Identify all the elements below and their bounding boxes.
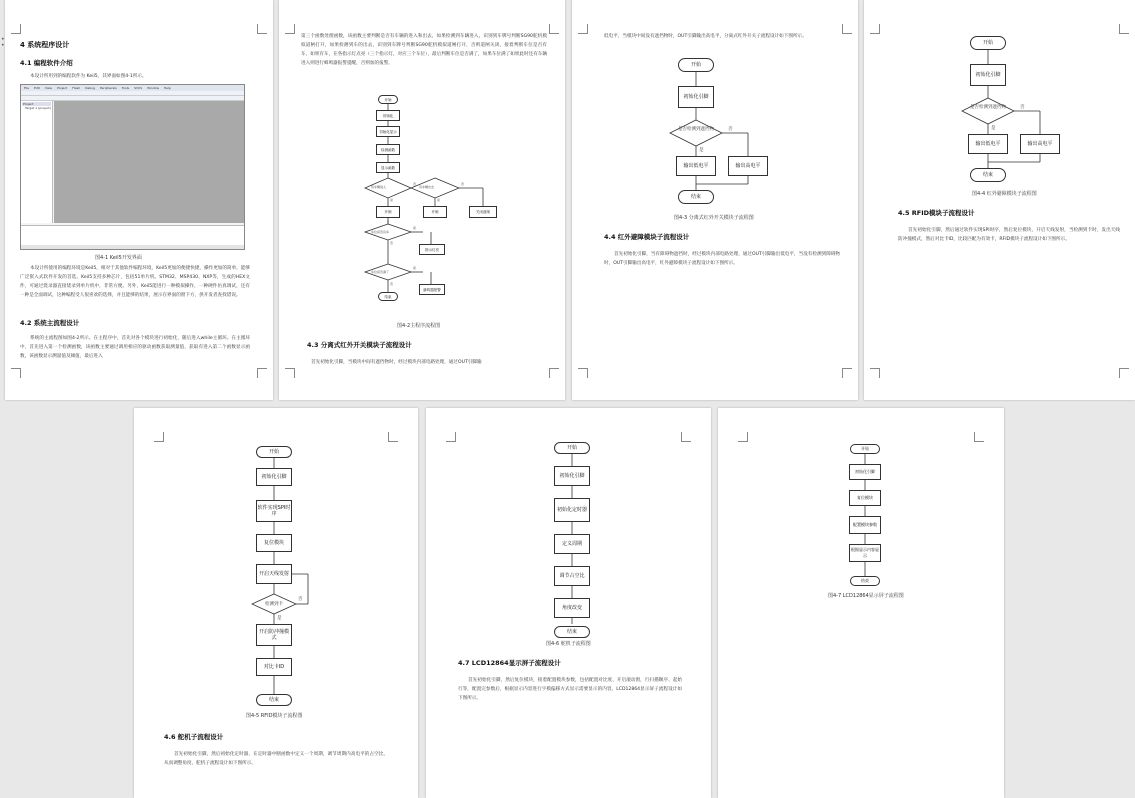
paragraph: 本设计所用到的编程软件为 Keil5，其界面如图4-1所示。 [30,74,147,79]
paragraph: 首先初始化引脚，当模块中间有遮挡物时，经过模块内部电路处理，通过OUT引脚输 [311,360,482,365]
subsection-heading: 4.5 RFID模块子流程设计 [898,209,975,217]
subsection-heading: 4.2 系统主流程设计 [20,319,80,327]
rfid-flowchart [252,446,322,708]
flow-start: 开始 [378,95,398,104]
flow-step: 输出高电平 [728,156,768,176]
crop-mark [285,368,295,378]
flow-step: 初始化引脚 [970,64,1006,86]
flow-start: 开始 [970,36,1006,50]
section-heading: 4 系统程序设计 [20,41,70,49]
menu-item: Tools [121,86,130,90]
infrared-switch-flowchart [672,58,772,208]
flow-step: 角度改变 [554,598,590,618]
flow-start: 开始 [554,442,590,454]
document-page-7 [718,408,1004,798]
document-page-6 [426,408,711,798]
paragraph: 首先初始化引脚，当有障碍物遮挡时，经过模块内部电路处理，通过OUT引脚输出低电平，当没有检测到障碍物时，OUT引脚输出高电平，红外避障模块子流程设计如下图所示。 [604,252,840,266]
servo-flowchart [552,442,602,638]
flow-step: 蜂鸣器报警 [419,284,445,295]
flow-end: 结束 [378,292,398,301]
subsection-heading: 4.3 分离式红外开关模块子流程设计 [307,341,412,349]
menu-item: Edit [34,86,40,90]
crop-mark [11,24,21,34]
flow-step: 初始化显示 [376,126,400,137]
obstacle-avoidance-flowchart [964,36,1064,186]
flow-start: 开始 [256,446,292,458]
flow-step: 初始化定时器 [554,498,590,522]
subsection-heading: 4.4 红外避障模块子流程设计 [604,233,690,241]
main-flowchart [361,94,501,308]
flow-step: 复位模块 [849,490,881,506]
paragraph: 首先初始化引脚，然后复位模块，接着配置模块参数，包括配置对比度、开启滚动窗，行扫描顺序、起始行等，配置完参数后，根据显示内容进行字模偏移方式显示需要显示的内容，LCD12864显示屏子流程设计如下图所示。 [458,678,682,701]
project-tree-title: Project [22,102,51,106]
figure-caption: 图4-3 分离式红外开关模块子流程图 [674,215,754,221]
flow-end: 结束 [850,576,880,586]
figure-caption: 图4-1 Keil5开发界面 [95,255,142,261]
crop-mark [1119,24,1129,34]
crop-mark [870,24,880,34]
flow-yes-label: 是 [390,198,394,202]
crop-mark [1119,368,1129,378]
figure-caption: 图4-5 RFID模块子流程图 [246,713,303,719]
flow-no-label: 否 [390,241,394,245]
crop-mark [446,432,456,442]
flow-step: 软件实现SPI时序 [256,500,292,522]
flow-step: 开闸 [376,206,400,218]
flow-decision-label: 车位是否有车 [371,230,390,234]
flow-step: 检测函数 [376,144,400,155]
paragraph: 第三个函数处理函数，该函数主要判断是否有车辆的进入和出去，如果检测到车辆进入，识别到车牌号判断SG90舵机模拟道闸打开，如果检测到车的出去，识别到车牌号判断SG90舵机模拟道闸打开，否则道闸关闭，接着判断车位是否有车，如果有车，在各指示灯点亮（三个指示灯，对应三个车位），最后判断车位是否满了，如果车位满了如果此时还有车辆进入则进行蜂鸣器报警提醒，否则加的报警。 [301,34,547,66]
menu-item: Flash [72,86,81,90]
gutter-dot: • [1,36,5,43]
flow-decision-label: 是否检测到遮挡物 [678,127,714,132]
figure-caption: 图4-4 红外避障模块子流程图 [972,191,1037,197]
menu-item: Peripherals [99,86,117,90]
lcd12864-flowchart [846,444,886,588]
flow-decision-label: 有车辆进入 [371,185,387,189]
subsection-heading: 4.7 LCD12864显示屏子流程设计 [458,659,561,667]
crop-mark [842,368,852,378]
flow-step: 关闭道闸 [469,206,497,218]
figure-caption: 图4-7 LCD12864显示屏子流程图 [828,593,904,599]
crop-mark [681,432,691,442]
paragraph: 首先初始化引脚，然后通过软件实现SPI时序，然后复位模块，开启天线发射，当检测到卡时，发出天线防冲撞模式，然后对比卡ID，比较匹配为有效卡，RFID模块子流程设计如下图所示。 [898,228,1120,242]
flow-yes-label: 是 [437,198,441,202]
flowchart-connectors [672,58,772,208]
flow-step: 输出低电平 [968,134,1008,154]
flow-step: 显示函数 [376,162,400,173]
build-output [21,225,244,245]
flow-yes-label: 是 [413,266,417,270]
crop-mark [257,24,267,34]
paragraph: 系统的主流程图如图4-2所示。在主程序中，首先对各个模块进行初始化，随后进入while主循环。在主循环中，首先进入第一个检测函数，该函数主要通过调用相应的驱动函数获取测量值，获取有进入第二个函数显示函数，该函数显示测量值及阈值，最后进入 [20,336,250,359]
flow-step: 对比卡ID [256,658,292,676]
crop-mark [549,24,559,34]
menu-item: Project [56,86,68,90]
flow-yes-label: 是 [991,126,996,131]
crop-mark [578,368,588,378]
flow-step: 调节占空比 [554,566,590,586]
document-page-4 [864,0,1135,400]
flow-end: 结束 [256,694,292,706]
crop-mark [870,368,880,378]
crop-mark [974,432,984,442]
flow-step: 初始化 [376,110,400,121]
flow-step: 定义周期 [554,534,590,554]
editor-area [54,101,244,223]
crop-mark [549,368,559,378]
flow-step: 初始化引脚 [256,468,292,486]
flow-start: 开始 [850,444,880,454]
gutter-dot: • [1,42,5,49]
document-page-2 [279,0,565,400]
menu-item: SVCS [134,86,143,90]
flow-step: 开启天线发射 [256,564,292,584]
project-tree-item: Target 1 (project) [25,106,51,110]
flow-decision-label: 检测到卡 [265,602,283,607]
flow-end: 结束 [678,190,714,204]
flow-no-label: 否 [1020,105,1025,110]
flow-step: 指示灯亮 [419,244,445,255]
menu-item: Window [147,86,159,90]
paragraph: 低电平，当模块中间没有遮挡物时，OUT引脚输出高电平，分离式红外开关子流程设计如下图所示。 [604,34,807,39]
flow-decision-label: 是否检测到遮挡物 [970,105,1006,110]
crop-mark [285,24,295,34]
flow-yes-label: 是 [277,616,282,621]
crop-mark [738,432,748,442]
crop-mark [842,24,852,34]
flow-step: 配置模块参数 [849,516,881,534]
flow-no-label: 否 [390,282,394,286]
subsection-heading: 4.6 舵机子流程设计 [164,733,224,741]
flow-yes-label: 是 [413,226,417,230]
crop-mark [257,368,267,378]
crop-mark [388,432,398,442]
flow-end: 结束 [970,168,1006,182]
flow-decision-label: 车位是否满了 [371,270,390,274]
flow-step: 开启防冲撞模式 [256,624,292,646]
flow-no-label: 否 [461,182,465,186]
flow-no-label: 否 [413,182,417,186]
crop-mark [154,432,164,442]
paragraph: 本设计所使用的编程环境是Keil5，相对于其他软件编程环境，Keil5更加的便捷快捷，操作更加的简单，能够广泛嵌入式软件开发的首选。Keil5支持多种芯片，包括51单片机、STM32、MSP430、NXP等，生成的HEX文件，可通过烧录器直接烧录到单片机中，非常方便。另外，Keil5能进行一种模拟操作，一种硬件仿真调试，还有一种是全面调试，这种编程受人很喜欢的选择，并且能够的结果，展示在界面的窗下方，供开发者查找错误。 [20,266,250,298]
document-page-1 [5,0,273,400]
flow-step: 输出高电平 [1020,134,1060,154]
flow-decision-label: 有车辆出去 [419,185,435,189]
menu-item: Help [163,86,171,90]
keil5-screenshot [20,84,245,250]
flow-step: 复位模块 [256,534,292,552]
flow-step: 初始化引脚 [678,86,714,108]
flow-step: 根据显示内容显示 [849,544,881,562]
figure-caption: 图4-2主程序流程图 [397,323,441,329]
document-page-3 [572,0,858,400]
flow-step: 初始化引脚 [849,464,881,480]
flow-yes-label: 是 [699,148,704,153]
figure-caption: 图4-6 舵机子流程图 [546,641,591,647]
flowchart-connectors [964,36,1064,186]
menu-item: View [44,86,52,90]
menu-item: Debug [85,86,95,90]
paragraph: 首先初始化引脚，然后初始化定时器，在定时器中断函数中定义一个周期，调节周期内高电平的占空比，从而调整角度，舵机子流程设计如下图所示。 [164,752,388,766]
flow-step: 初始化引脚 [554,466,590,486]
flow-start: 开始 [678,58,714,72]
flow-end: 结束 [554,626,590,638]
project-tree [21,101,53,223]
flow-step: 输出低电平 [676,156,716,176]
menu-item: File [24,86,30,90]
flow-no-label: 否 [298,597,303,602]
subsection-heading: 4.1 编程软件介绍 [20,59,73,67]
document-page-5 [134,408,418,798]
flow-no-label: 否 [728,127,733,132]
crop-mark [578,24,588,34]
status-bar [21,245,244,249]
flow-step: 开闸 [423,206,447,218]
